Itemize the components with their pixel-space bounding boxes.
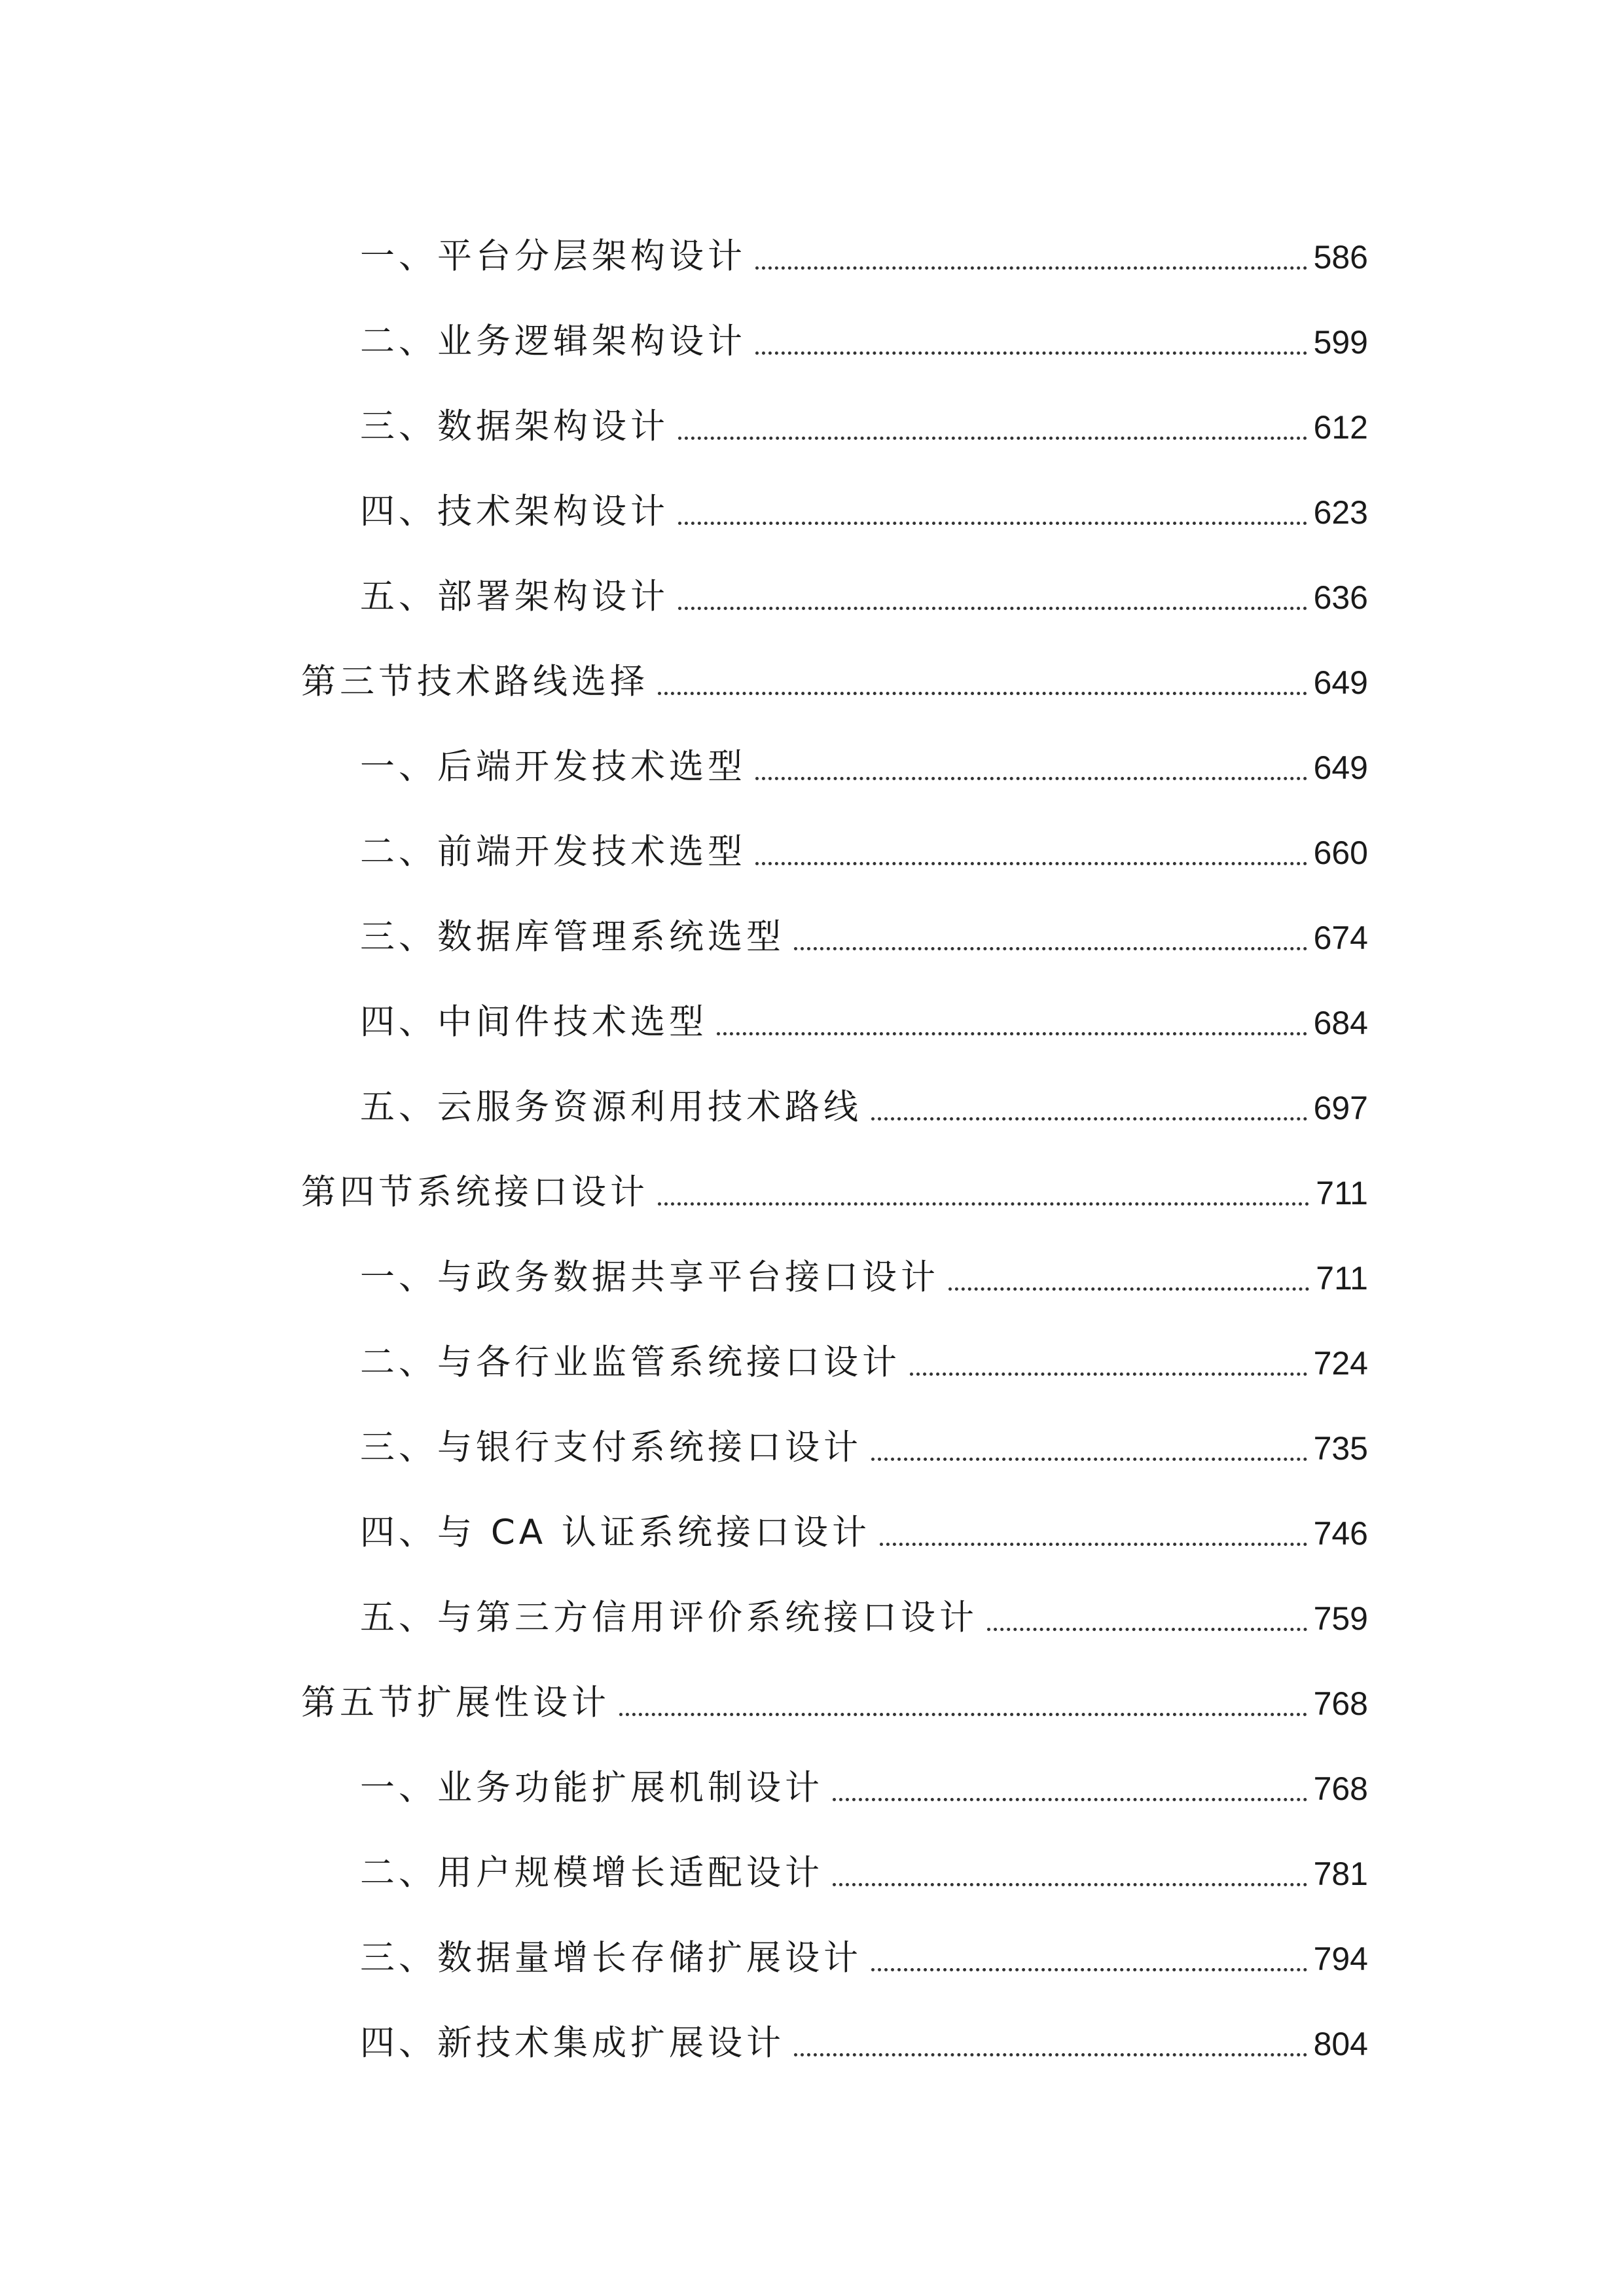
toc-leader-dots — [794, 2053, 1307, 2056]
toc-section-entry[interactable] — [301, 1132, 1368, 1217]
toc-entry[interactable] — [301, 962, 1368, 1047]
toc-entry-title: 五、与第三方信用评价系统接口设计 — [360, 1598, 978, 1638]
toc-entry-title: 四、与 CA 认证系统接口设计 — [360, 1513, 871, 1552]
toc-leader-dots — [717, 1032, 1307, 1035]
toc-leader-dots — [871, 1117, 1307, 1121]
toc-entry[interactable] — [301, 1473, 1368, 1558]
toc-section-entry[interactable] — [301, 1643, 1368, 1728]
toc-entry-title: 一、与政务数据共享平台接口设计 — [360, 1257, 939, 1297]
toc-entry[interactable] — [301, 1302, 1368, 1388]
table-of-contents — [301, 196, 1368, 2068]
toc-leader-dots — [833, 1883, 1307, 1886]
toc-leader-dots — [658, 692, 1307, 695]
toc-page-number: 649 — [1313, 664, 1368, 701]
toc-entry[interactable] — [301, 196, 1368, 281]
toc-page-number: 735 — [1313, 1430, 1368, 1467]
toc-entry-title: 五、部署架构设计 — [360, 577, 669, 617]
toc-page-number: 781 — [1313, 1856, 1368, 1892]
toc-section-entry[interactable] — [301, 622, 1368, 707]
toc-entry[interactable] — [301, 877, 1368, 962]
toc-page-number: 759 — [1313, 1600, 1368, 1637]
toc-page-number: 697 — [1313, 1090, 1368, 1126]
toc-entry[interactable] — [301, 1047, 1368, 1132]
toc-entry-title: 一、业务功能扩展机制设计 — [360, 1768, 823, 1808]
toc-leader-dots — [948, 1287, 1309, 1291]
toc-leader-dots — [755, 351, 1307, 355]
toc-entry-title: 四、新技术集成扩展设计 — [360, 2023, 785, 2063]
toc-page-number: 804 — [1313, 2026, 1368, 2062]
toc-entry-title: 第五节扩展性设计 — [301, 1683, 610, 1723]
toc-entry-title: 二、用户规模增长适配设计 — [360, 1853, 823, 1893]
toc-entry-title: 四、中间件技术选型 — [360, 1002, 708, 1042]
toc-page-number: 794 — [1313, 1941, 1368, 1977]
toc-page-number: 612 — [1313, 409, 1368, 446]
toc-entry-title: 第三节技术路线选择 — [301, 662, 649, 702]
toc-entry-title: 五、云服务资源利用技术路线 — [360, 1087, 862, 1127]
toc-page-number: 768 — [1313, 1770, 1368, 1807]
toc-entry-title: 二、与各行业监管系统接口设计 — [360, 1342, 901, 1382]
toc-entry[interactable] — [301, 452, 1368, 537]
toc-entry[interactable] — [301, 1813, 1368, 1898]
toc-leader-dots — [794, 947, 1307, 950]
toc-leader-dots — [871, 1458, 1307, 1461]
toc-entry[interactable] — [301, 792, 1368, 877]
toc-entry[interactable] — [301, 1983, 1368, 2068]
toc-leader-dots — [658, 1202, 1309, 1206]
toc-entry[interactable] — [301, 281, 1368, 367]
toc-entry-title: 二、业务逻辑架构设计 — [360, 321, 746, 361]
toc-entry[interactable] — [301, 367, 1368, 452]
toc-entry-title: 二、前端开发技术选型 — [360, 832, 746, 872]
toc-leader-dots — [678, 437, 1307, 440]
toc-entry[interactable] — [301, 1728, 1368, 1813]
toc-page-number: 599 — [1313, 324, 1368, 361]
toc-page-number: 674 — [1313, 920, 1368, 956]
toc-page-number: 768 — [1313, 1685, 1368, 1722]
toc-entry-title: 三、与银行支付系统接口设计 — [360, 1427, 862, 1467]
toc-leader-dots — [755, 862, 1307, 865]
toc-leader-dots — [910, 1372, 1307, 1376]
toc-page-number: 623 — [1313, 494, 1368, 531]
toc-leader-dots — [987, 1628, 1307, 1631]
toc-leader-dots — [755, 266, 1307, 270]
toc-entry[interactable] — [301, 1217, 1368, 1302]
toc-page-number: 746 — [1313, 1515, 1368, 1552]
toc-page-number: 711 — [1316, 1175, 1368, 1211]
toc-page-number: 724 — [1313, 1345, 1368, 1382]
toc-leader-dots — [619, 1713, 1307, 1716]
toc-entry-title: 三、数据量增长存储扩展设计 — [360, 1938, 862, 1978]
toc-page-number: 660 — [1313, 834, 1368, 871]
toc-entry-title: 一、平台分层架构设计 — [360, 236, 746, 276]
toc-entry-title: 第四节系统接口设计 — [301, 1172, 649, 1212]
toc-entry-title: 三、数据库管理系统选型 — [360, 917, 785, 957]
toc-page-number: 684 — [1313, 1005, 1368, 1041]
toc-page-number: 586 — [1313, 239, 1368, 276]
toc-leader-dots — [678, 522, 1307, 525]
toc-entry[interactable] — [301, 1558, 1368, 1643]
toc-leader-dots — [678, 607, 1307, 610]
toc-entry-title: 一、后端开发技术选型 — [360, 747, 746, 787]
toc-entry[interactable] — [301, 1388, 1368, 1473]
toc-entry-title: 四、技术架构设计 — [360, 492, 669, 531]
toc-page-number: 711 — [1316, 1260, 1368, 1297]
toc-leader-dots — [871, 1968, 1307, 1971]
toc-leader-dots — [833, 1798, 1307, 1801]
toc-leader-dots — [755, 777, 1307, 780]
toc-leader-dots — [880, 1543, 1307, 1546]
toc-entry-title: 三、数据架构设计 — [360, 406, 669, 446]
toc-entry[interactable] — [301, 707, 1368, 792]
toc-page-number: 649 — [1313, 749, 1368, 786]
toc-page-number: 636 — [1313, 579, 1368, 616]
toc-entry[interactable] — [301, 537, 1368, 622]
toc-entry[interactable] — [301, 1898, 1368, 1983]
